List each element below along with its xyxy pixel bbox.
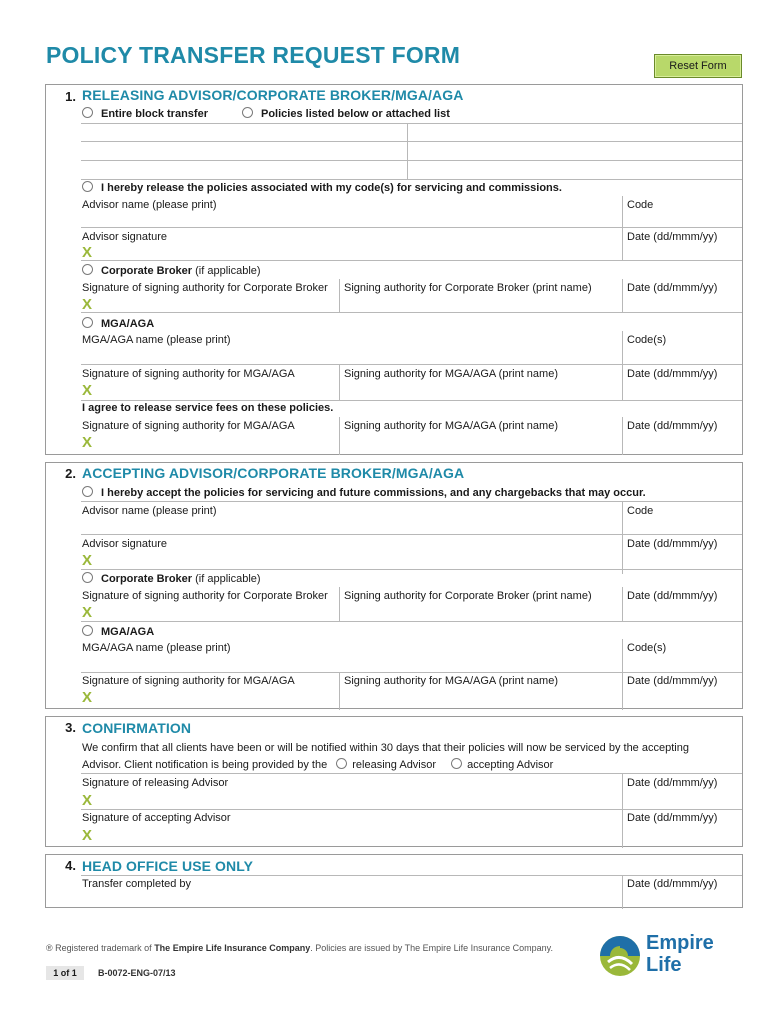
divider bbox=[81, 364, 742, 365]
confirmation-text-line1: We confirm that all clients have been or will be notified within 30 days that their policies will now be serviced by the accepting bbox=[82, 742, 689, 754]
option-entire-block[interactable]: Entire block transfer bbox=[82, 107, 208, 120]
radio-corporate-broker[interactable] bbox=[82, 572, 93, 583]
divider bbox=[622, 364, 623, 400]
radio-releasing-advisor[interactable] bbox=[336, 758, 347, 769]
advisor-signature-label: Advisor signature bbox=[82, 538, 167, 550]
divider bbox=[622, 196, 623, 260]
advisor-signature-label: Advisor signature bbox=[82, 231, 167, 243]
divider bbox=[81, 621, 742, 622]
code-label: Code bbox=[627, 505, 654, 517]
divider bbox=[622, 331, 623, 364]
divider bbox=[622, 639, 623, 672]
divider bbox=[81, 260, 742, 261]
divider bbox=[339, 417, 340, 455]
policy-list-field-right[interactable] bbox=[408, 124, 742, 179]
divider bbox=[339, 279, 340, 312]
codes-label: Code(s) bbox=[627, 334, 667, 346]
signature-x-mark: X bbox=[82, 792, 93, 809]
divider bbox=[81, 160, 742, 161]
option-mga[interactable]: MGA/AGA bbox=[82, 317, 154, 330]
divider bbox=[339, 587, 340, 621]
divider bbox=[81, 400, 742, 401]
section-confirmation bbox=[45, 716, 743, 847]
divider bbox=[622, 773, 623, 848]
sig-corp-broker-label: Signature of signing authority for Corporate Broker bbox=[82, 282, 328, 294]
section-number: 3. bbox=[65, 720, 76, 735]
divider bbox=[81, 809, 742, 810]
empire-life-logo bbox=[598, 932, 748, 982]
divider bbox=[622, 417, 623, 455]
divider bbox=[407, 123, 408, 180]
page-title: POLICY TRANSFER REQUEST FORM bbox=[46, 42, 461, 68]
codes-label: Code(s) bbox=[627, 642, 667, 654]
divider bbox=[81, 312, 742, 313]
page-number: 1 of 1 bbox=[46, 966, 84, 980]
date-label: Date (dd/mmm/yy) bbox=[627, 675, 718, 687]
option-releasing-advisor[interactable]: releasing Advisor bbox=[336, 759, 436, 771]
advisor-name-label: Advisor name (please print) bbox=[82, 199, 217, 211]
divider bbox=[81, 569, 742, 570]
signature-x-mark: X bbox=[82, 244, 93, 261]
divider bbox=[622, 875, 623, 909]
accept-statement[interactable]: I hereby accept the policies for servicing and future commissions, and any chargebacks that may occur. bbox=[82, 486, 646, 499]
release-statement[interactable]: I hereby release the policies associated with my code(s) for servicing and commissions. bbox=[82, 181, 562, 194]
sig-corp-broker-label: Signature of signing authority for Corporate Broker bbox=[82, 590, 328, 602]
date-label: Date (dd/mmm/yy) bbox=[627, 777, 718, 789]
signature-x-mark: X bbox=[82, 552, 93, 569]
divider bbox=[339, 364, 340, 400]
auth-mga-label: Signing authority for MGA/AGA (print name) bbox=[344, 368, 558, 380]
divider bbox=[81, 141, 742, 142]
logo-text-line1: Empire bbox=[646, 932, 714, 954]
divider bbox=[622, 501, 623, 574]
divider bbox=[81, 179, 742, 180]
radio-entire-block[interactable] bbox=[82, 107, 93, 118]
logo-mark-icon bbox=[598, 934, 642, 978]
section-accepting bbox=[45, 462, 743, 709]
radio-policies-listed[interactable] bbox=[242, 107, 253, 118]
sig-accepting-label: Signature of accepting Advisor bbox=[82, 812, 231, 824]
section-title: CONFIRMATION bbox=[82, 720, 192, 736]
code-label: Code bbox=[627, 199, 654, 211]
divider bbox=[622, 587, 623, 621]
sig-releasing-label: Signature of releasing Advisor bbox=[82, 777, 229, 789]
logo-text-line2: Life bbox=[646, 954, 682, 976]
policy-list-field-left[interactable] bbox=[82, 124, 407, 179]
form-code: B-0072-ENG-07/13 bbox=[98, 968, 176, 978]
divider bbox=[81, 672, 742, 673]
section-number: 1. bbox=[65, 89, 76, 104]
date-label: Date (dd/mmm/yy) bbox=[627, 590, 718, 602]
option-corporate-broker[interactable]: Corporate Broker (if applicable) bbox=[82, 572, 261, 585]
option-corporate-broker[interactable]: Corporate Broker (if applicable) bbox=[82, 264, 261, 277]
option-mga[interactable]: MGA/AGA bbox=[82, 625, 154, 638]
section-releasing bbox=[45, 84, 743, 455]
transfer-completed-label: Transfer completed by bbox=[82, 878, 192, 890]
signature-x-mark: X bbox=[82, 604, 93, 621]
signature-x-mark: X bbox=[82, 689, 93, 706]
date-label: Date (dd/mmm/yy) bbox=[627, 231, 718, 243]
section-head-office bbox=[45, 854, 743, 908]
section-title: ACCEPTING ADVISOR/CORPORATE BROKER/MGA/AGA bbox=[82, 465, 465, 481]
radio-corporate-broker[interactable] bbox=[82, 264, 93, 275]
divider bbox=[81, 875, 742, 876]
divider bbox=[81, 501, 742, 502]
date-label: Date (dd/mmm/yy) bbox=[627, 812, 718, 824]
signature-x-mark: X bbox=[82, 382, 93, 399]
signature-x-mark: X bbox=[82, 296, 93, 313]
divider bbox=[81, 227, 742, 228]
section-title: RELEASING ADVISOR/CORPORATE BROKER/MGA/AGA bbox=[82, 87, 464, 103]
radio-accepting-advisor[interactable] bbox=[451, 758, 462, 769]
reset-form-button[interactable]: Reset Form bbox=[654, 54, 742, 78]
radio-mga[interactable] bbox=[82, 317, 93, 328]
divider bbox=[339, 672, 340, 710]
signature-x-mark: X bbox=[82, 434, 93, 451]
divider bbox=[81, 534, 742, 535]
date-label: Date (dd/mmm/yy) bbox=[627, 538, 718, 550]
radio-release[interactable] bbox=[82, 181, 93, 192]
date-label: Date (dd/mmm/yy) bbox=[627, 282, 718, 294]
signature-x-mark: X bbox=[82, 827, 93, 844]
sig-mga-label: Signature of signing authority for MGA/AGA bbox=[82, 368, 295, 380]
option-policies-listed[interactable]: Policies listed below or attached list bbox=[242, 107, 450, 120]
radio-accept[interactable] bbox=[82, 486, 93, 497]
divider bbox=[622, 672, 623, 710]
date-label: Date (dd/mmm/yy) bbox=[627, 878, 718, 890]
auth-mga-label: Signing authority for MGA/AGA (print name) bbox=[344, 675, 558, 687]
auth-mga-label: Signing authority for MGA/AGA (print name) bbox=[344, 420, 558, 432]
section-number: 4. bbox=[65, 858, 76, 873]
section-number: 2. bbox=[65, 466, 76, 481]
radio-mga[interactable] bbox=[82, 625, 93, 636]
auth-corp-broker-label: Signing authority for Corporate Broker (print name) bbox=[344, 590, 592, 602]
divider bbox=[622, 279, 623, 312]
section-title: HEAD OFFICE USE ONLY bbox=[82, 858, 254, 874]
trademark-notice: ® Registered trademark of The Empire Life Insurance Company. Policies are issued by The Empire Life Insurance Company. bbox=[46, 943, 554, 953]
auth-corp-broker-label: Signing authority for Corporate Broker (print name) bbox=[344, 282, 592, 294]
advisor-name-label: Advisor name (please print) bbox=[82, 505, 217, 517]
date-label: Date (dd/mmm/yy) bbox=[627, 368, 718, 380]
mga-name-label: MGA/AGA name (please print) bbox=[82, 642, 231, 654]
date-label: Date (dd/mmm/yy) bbox=[627, 420, 718, 432]
mga-name-label: MGA/AGA name (please print) bbox=[82, 334, 231, 346]
sig-mga-label: Signature of signing authority for MGA/AGA bbox=[82, 675, 295, 687]
confirmation-text-line2: Advisor. Client notification is being provided by the releasing Advisor accepting Advisor bbox=[82, 759, 554, 771]
agree-statement: I agree to release service fees on these policies. bbox=[82, 402, 334, 414]
option-accepting-advisor[interactable]: accepting Advisor bbox=[451, 759, 553, 771]
divider bbox=[81, 773, 742, 774]
sig-mga-label: Signature of signing authority for MGA/AGA bbox=[82, 420, 295, 432]
